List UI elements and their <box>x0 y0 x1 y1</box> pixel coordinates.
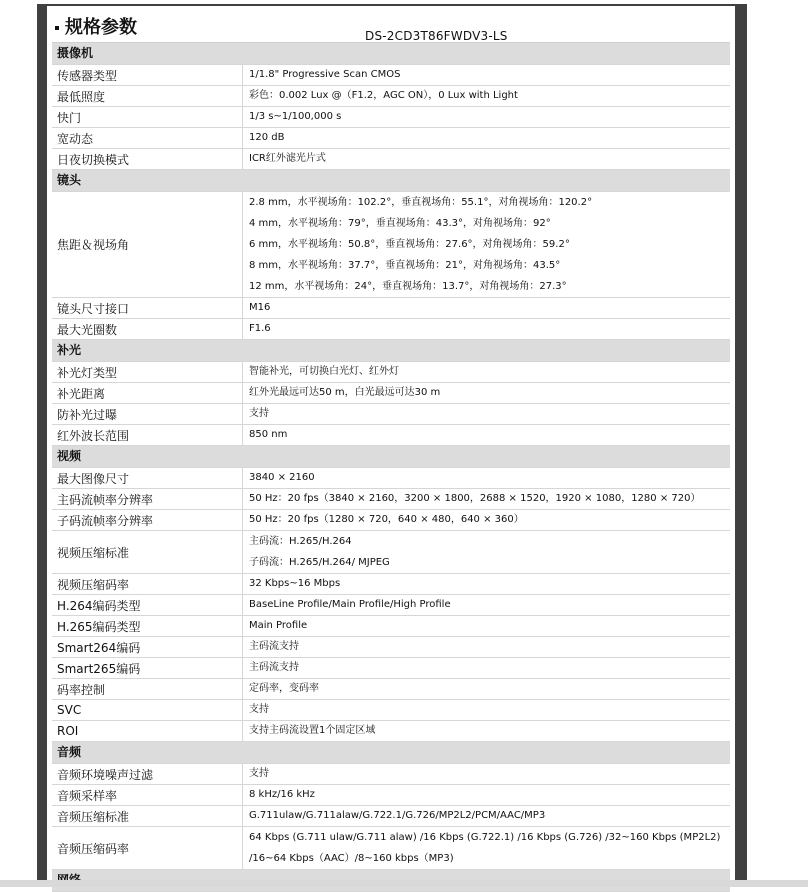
bullet-icon <box>55 26 59 30</box>
spec-value <box>243 637 730 657</box>
spec-value-line: 支持 <box>249 768 269 779</box>
section-title: 视频 <box>57 449 82 463</box>
spec-table <box>52 42 730 892</box>
spec-value-line: 850 nm <box>249 429 288 440</box>
spec-value <box>243 192 730 297</box>
spec-row <box>52 531 730 574</box>
spec-value <box>243 785 730 805</box>
spec-label: 红外波长范围 <box>52 425 243 445</box>
spec-value <box>243 298 730 318</box>
spec-value-line: 主码流支持 <box>249 662 299 673</box>
spec-value <box>243 510 730 530</box>
spec-value-line: 120 dB <box>249 132 285 143</box>
spec-row <box>52 827 730 870</box>
spec-value-line: 子码流：H.265/H.264/ MJPEG <box>249 557 390 568</box>
spec-label: H.265编码类型 <box>52 616 243 636</box>
spec-row <box>52 65 730 86</box>
section-title: 音频 <box>57 745 82 759</box>
spec-label: 子码流帧率分辨率 <box>52 510 243 530</box>
spec-label: 码率控制 <box>52 679 243 699</box>
section-title: 补光 <box>57 343 82 357</box>
spec-value <box>243 827 730 869</box>
section-header <box>52 170 730 192</box>
spec-value-line: 4 mm，水平视场角：79°，垂直视场角：43.3°，对角视场角：92° <box>249 218 551 229</box>
spec-value-line: 2.8 mm，水平视场角：102.2°，垂直视场角：55.1°，对角视场角：120.2° <box>249 197 593 208</box>
spec-value <box>243 721 730 741</box>
spec-value <box>243 700 730 720</box>
spec-value <box>243 425 730 445</box>
spec-value <box>243 679 730 699</box>
spec-row <box>52 574 730 595</box>
spec-row <box>52 468 730 489</box>
spec-row <box>52 298 730 319</box>
spec-value-line: 50 Hz：20 fps（3840 × 2160，3200 × 1800，2688 × 1520，1920 × 1080，1280 × 720） <box>249 493 701 504</box>
spec-value <box>243 362 730 382</box>
spec-value-line: ICR红外滤光片式 <box>249 153 326 164</box>
spec-value <box>243 149 730 169</box>
spec-value-line: /16~64 Kbps（AAC）/8~160 kbps（MP3) <box>249 853 454 864</box>
spec-value-line: 支持 <box>249 408 269 419</box>
spec-row <box>52 595 730 616</box>
spec-row <box>52 425 730 446</box>
spec-label: Smart265编码 <box>52 658 243 678</box>
spec-value-line: 32 Kbps~16 Mbps <box>249 578 341 589</box>
page-title <box>55 17 137 39</box>
spec-row <box>52 86 730 107</box>
spec-label: 防补光过曝 <box>52 404 243 424</box>
spec-label: 补光灯类型 <box>52 362 243 382</box>
spec-value-line: 支持 <box>249 704 269 715</box>
spec-value <box>243 468 730 488</box>
spec-value-line: 主码流支持 <box>249 641 299 652</box>
spec-value-line: 红外光最远可达50 m，白光最远可达30 m <box>249 387 441 398</box>
spec-row <box>52 806 730 827</box>
spec-value <box>243 107 730 127</box>
spec-value <box>243 806 730 826</box>
spec-label: 最大图像尺寸 <box>52 468 243 488</box>
spec-value-line: 主码流：H.265/H.264 <box>249 536 352 547</box>
spec-value <box>243 489 730 509</box>
spec-value-line: 50 Hz：20 fps（1280 × 720，640 × 480，640 × 360） <box>249 514 524 525</box>
section-header <box>52 340 730 362</box>
model-number: DS-2CD3T86FWDV3-LS <box>365 29 508 43</box>
spec-value <box>243 86 730 106</box>
spec-label: 音频环境噪声过滤 <box>52 764 243 784</box>
spec-label: 最低照度 <box>52 86 243 106</box>
spec-label: 视频压缩标准 <box>52 531 243 573</box>
spec-row <box>52 149 730 170</box>
spec-label: SVC <box>52 700 243 720</box>
section-header <box>52 742 730 764</box>
spec-value-line: BaseLine Profile/Main Profile/High Profile <box>249 599 451 610</box>
spec-value-line: 6 mm，水平视场角：50.8°，垂直视场角：27.6°，对角视场角：59.2° <box>249 239 570 250</box>
spec-value <box>243 595 730 615</box>
spec-row <box>52 362 730 383</box>
spec-value-line: M16 <box>249 302 271 313</box>
spec-row <box>52 658 730 679</box>
spec-value-line: 1/3 s~1/100,000 s <box>249 111 342 122</box>
spec-value <box>243 764 730 784</box>
spec-value <box>243 383 730 403</box>
spec-value-line: 定码率，变码率 <box>249 683 319 694</box>
spec-value-line: F1.6 <box>249 323 271 334</box>
spec-value <box>243 319 730 339</box>
spec-value-line: G.711ulaw/G.711alaw/G.722.1/G.726/MP2L2/PCM/AAC/MP3 <box>249 810 546 821</box>
spec-sheet <box>47 6 735 887</box>
spec-label: ROI <box>52 721 243 741</box>
sheet-header <box>47 6 735 42</box>
spec-row <box>52 404 730 425</box>
bottom-bar <box>0 880 808 887</box>
spec-row <box>52 383 730 404</box>
spec-label: Smart264编码 <box>52 637 243 657</box>
spec-value-line: 8 kHz/16 kHz <box>249 789 315 800</box>
spec-label: 传感器类型 <box>52 65 243 85</box>
spec-label: 镜头尺寸接口 <box>52 298 243 318</box>
section-header <box>52 446 730 468</box>
spec-label: 音频压缩标准 <box>52 806 243 826</box>
spec-label: 快门 <box>52 107 243 127</box>
spec-row <box>52 700 730 721</box>
spec-row <box>52 107 730 128</box>
spec-label: 主码流帧率分辨率 <box>52 489 243 509</box>
spec-label: 视频压缩码率 <box>52 574 243 594</box>
spec-value <box>243 574 730 594</box>
spec-label: 音频采样率 <box>52 785 243 805</box>
spec-value <box>243 128 730 148</box>
spec-value-line: Main Profile <box>249 620 308 631</box>
spec-label: 宽动态 <box>52 128 243 148</box>
spec-label: 音频压缩码率 <box>52 827 243 869</box>
section-header <box>52 43 730 65</box>
spec-label: 补光距离 <box>52 383 243 403</box>
spec-label: H.264编码类型 <box>52 595 243 615</box>
spec-value-line: 12 mm，水平视场角：24°，垂直视场角：13.7°，对角视场角：27.3° <box>249 281 567 292</box>
spec-label: 焦距＆视场角 <box>52 192 243 297</box>
spec-value-line: 彩色：0.002 Lux @（F1.2，AGC ON），0 Lux with Light <box>249 90 518 101</box>
page-title-text: 规格参数 <box>65 17 137 38</box>
spec-row <box>52 764 730 785</box>
spec-value <box>243 531 730 573</box>
spec-row <box>52 616 730 637</box>
spec-row <box>52 510 730 531</box>
spec-value <box>243 65 730 85</box>
spec-label: 日夜切换模式 <box>52 149 243 169</box>
spec-value-line: 64 Kbps (G.711 ulaw/G.711 alaw) /16 Kbps (G.722.1) /16 Kbps (G.726) /32~160 Kbps (MP2L2) <box>249 832 721 843</box>
spec-row <box>52 128 730 149</box>
spec-value <box>243 658 730 678</box>
spec-value <box>243 404 730 424</box>
section-title: 镜头 <box>57 173 82 187</box>
spec-row <box>52 785 730 806</box>
spec-row <box>52 721 730 742</box>
spec-row <box>52 637 730 658</box>
section-title: 摄像机 <box>57 46 94 60</box>
spec-row <box>52 319 730 340</box>
spec-label: 最大光圈数 <box>52 319 243 339</box>
spec-value-line: 3840 × 2160 <box>249 472 315 483</box>
spec-row <box>52 192 730 298</box>
spec-value-line: 智能补光，可切换白光灯、红外灯 <box>249 366 399 377</box>
spec-value-line: 1/1.8" Progressive Scan CMOS <box>249 69 401 80</box>
spec-row <box>52 679 730 700</box>
spec-row <box>52 489 730 510</box>
spec-value <box>243 616 730 636</box>
spec-value-line: 支持主码流设置1个固定区域 <box>249 725 376 736</box>
spec-value-line: 8 mm，水平视场角：37.7°，垂直视场角：21°，对角视场角：43.5° <box>249 260 561 271</box>
